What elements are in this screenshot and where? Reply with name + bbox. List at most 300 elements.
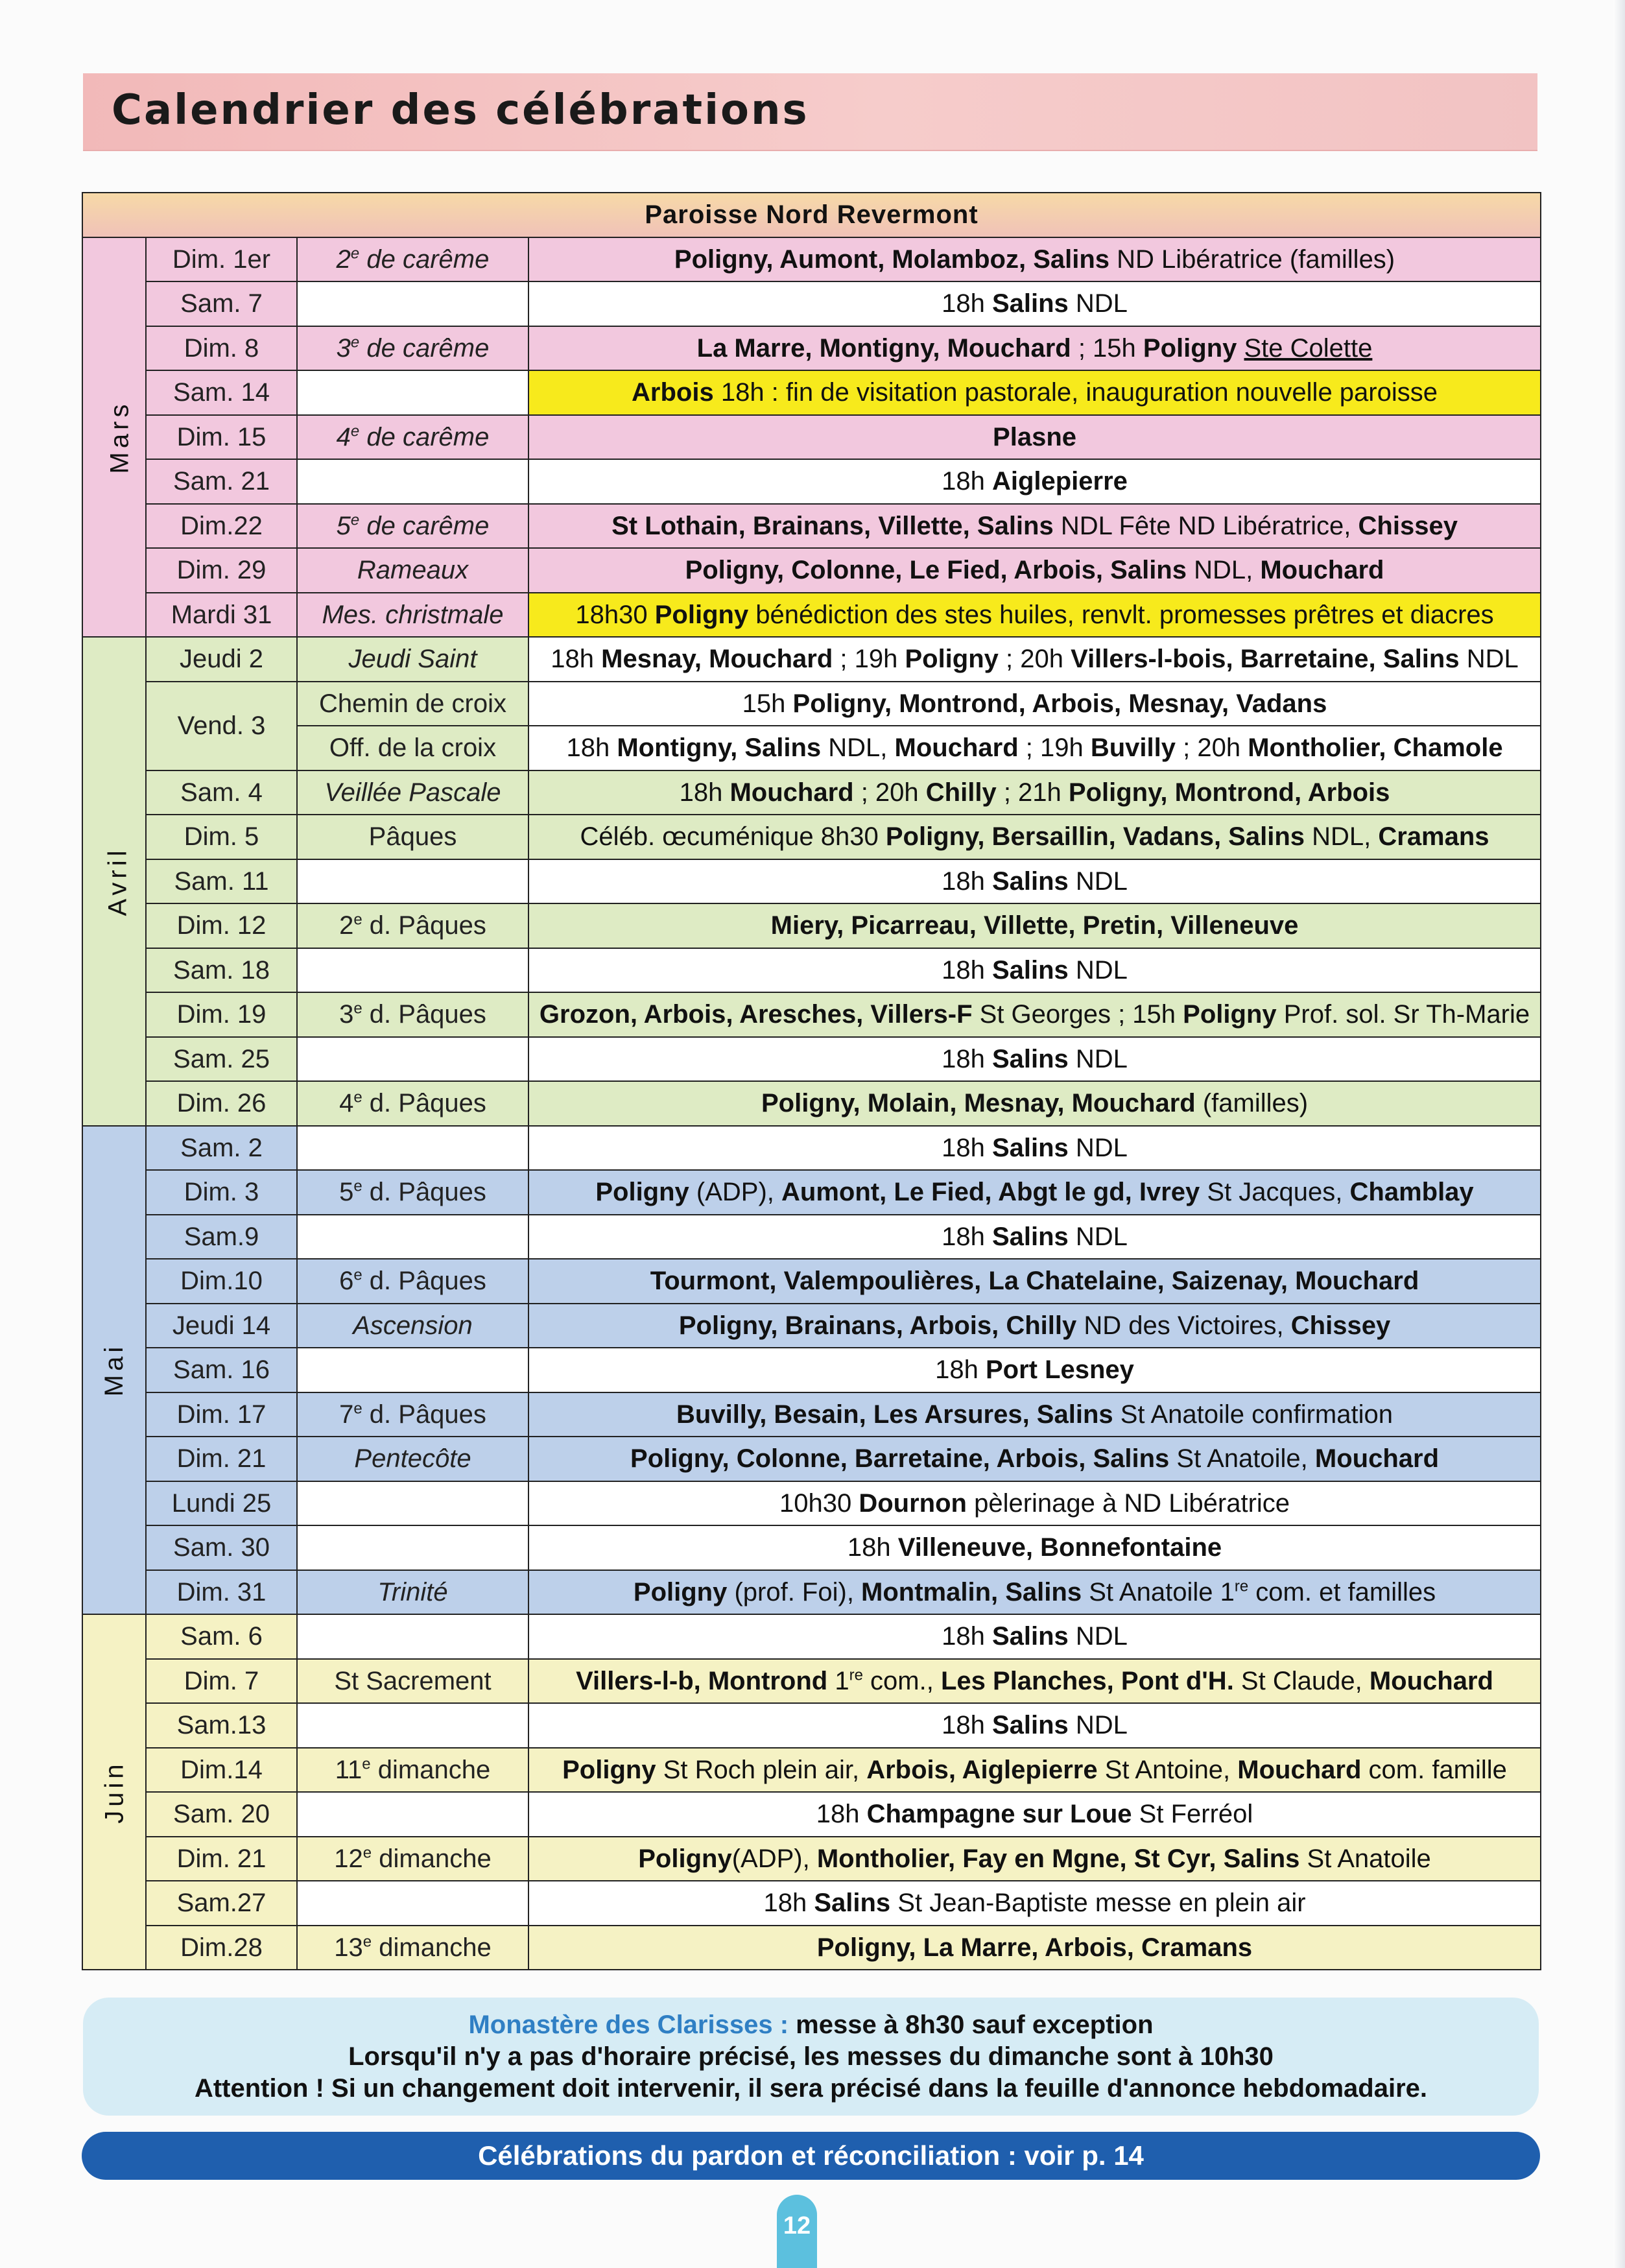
event-text: NDL: [1459, 645, 1519, 674]
event-cell: [528, 370, 1541, 415]
day-cell: Dim.22: [146, 504, 297, 549]
event-text: 18h: [679, 778, 730, 807]
place-name: Salins: [814, 1889, 891, 1918]
place-name: Villers-l-bois, Barretaine, Salins: [1071, 645, 1460, 674]
event-cell: [528, 1481, 1541, 1526]
event-text: (ADP),: [731, 1844, 817, 1873]
liturgy-cell: [297, 1348, 528, 1392]
table-row: [82, 726, 1541, 770]
table-row: [82, 1037, 1541, 1082]
day-cell: Dim.10: [146, 1259, 297, 1304]
table-row: [82, 1170, 1541, 1215]
table-row: [82, 770, 1541, 815]
place-name: Arbois: [632, 378, 714, 407]
event-cell: [528, 504, 1541, 549]
place-name: Poligny, Brainans, Arbois, Chilly: [678, 1311, 1077, 1340]
liturgy-cell: [297, 1703, 528, 1748]
liturgy-cell: [297, 281, 528, 326]
event-text: 18h: [763, 1889, 814, 1918]
day-cell: Dim.14: [146, 1748, 297, 1793]
event-cell: [528, 1170, 1541, 1215]
liturgy-cell: Jeudi Saint: [297, 637, 528, 682]
event-text: St Jacques,: [1200, 1178, 1350, 1207]
event-text: NDL: [1068, 289, 1128, 318]
event-text: St Jean-Baptiste messe en plein air: [890, 1889, 1306, 1918]
info-line-1: [83, 2009, 1539, 2041]
place-name: Poligny, La Marre, Arbois, Cramans: [816, 1933, 1253, 1962]
day-cell: Jeudi 2: [146, 637, 297, 682]
event-text: ; 20h: [1176, 734, 1248, 763]
liturgy-cell: Trinité: [297, 1570, 528, 1615]
day-cell: Dim.28: [146, 1926, 297, 1970]
place-name: Aumont, Le Fied, Abgt le gd, Ivrey: [781, 1178, 1200, 1207]
day-cell: Dim. 19: [146, 992, 297, 1037]
liturgy-cell: [297, 948, 528, 993]
place-name: Salins: [991, 866, 1069, 896]
place-name: Montigny, Salins: [617, 734, 822, 763]
liturgy-cell: [297, 1614, 528, 1659]
liturgy-cell: St Sacrement: [297, 1659, 528, 1704]
liturgy-cell: 12e dimanche: [297, 1837, 528, 1881]
event-text: pèlerinage à ND Libératrice: [966, 1488, 1290, 1518]
day-cell: Dim. 26: [146, 1081, 297, 1126]
liturgy-cell: 4e de carême: [297, 415, 528, 460]
day-cell: Dim. 1er: [146, 237, 297, 282]
event-text: 18h: [942, 1044, 992, 1073]
day-cell: Sam. 14: [146, 370, 297, 415]
place-name: Port Lesney: [985, 1355, 1134, 1385]
liturgy-cell: Pâques: [297, 815, 528, 859]
event-text: (familles): [1195, 1089, 1309, 1118]
event-text: ; 21h: [996, 778, 1069, 807]
event-underlined: Ste Colette: [1244, 333, 1373, 363]
event-cell: [528, 859, 1541, 904]
liturgy-cell: [297, 1792, 528, 1837]
liturgy-cell: 6e d. Pâques: [297, 1259, 528, 1304]
event-text: 18h: [566, 734, 617, 763]
liturgy-cell: 3e de carême: [297, 326, 528, 371]
liturgy-cell: [297, 859, 528, 904]
liturgy-cell: Off. de la croix: [297, 726, 528, 770]
table-row: [82, 1081, 1541, 1126]
event-cell: [528, 1659, 1541, 1704]
table-row: [82, 1703, 1541, 1748]
place-name: Plasne: [993, 422, 1076, 451]
place-name: Poligny: [1183, 1000, 1277, 1029]
day-cell: Lundi 25: [146, 1481, 297, 1526]
place-name: Cramans: [1378, 822, 1489, 852]
place-name: Aiglepierre: [991, 467, 1128, 496]
event-cell: [528, 1304, 1541, 1348]
event-text: St Anatoile,: [1169, 1444, 1315, 1474]
day-cell: Sam. 20: [146, 1792, 297, 1837]
event-text: 15h: [742, 689, 793, 718]
place-name: Mouchard: [894, 734, 1019, 763]
table-row: [82, 1659, 1541, 1704]
binder-edge: [1613, 0, 1625, 2268]
event-text: com. famille: [1361, 1755, 1507, 1784]
table-row: [82, 593, 1541, 638]
day-cell: Sam. 11: [146, 859, 297, 904]
event-text: ND Libératrice (familles): [1109, 245, 1395, 274]
liturgy-cell: [297, 1525, 528, 1570]
day-cell: Dim. 29: [146, 548, 297, 593]
day-cell: Sam. 25: [146, 1037, 297, 1082]
event-text: St Roch plein air,: [656, 1755, 867, 1784]
liturgy-cell: 5e d. Pâques: [297, 1170, 528, 1215]
event-cell: [528, 1037, 1541, 1082]
table-row: [82, 504, 1541, 549]
event-text: ; 20h: [998, 645, 1071, 674]
table-row: [82, 1481, 1541, 1526]
day-cell: Sam.9: [146, 1215, 297, 1259]
event-cell: [528, 1215, 1541, 1259]
event-text: (ADP),: [689, 1178, 782, 1207]
event-text: St Georges ; 15h: [972, 1000, 1183, 1029]
liturgy-cell: [297, 1481, 528, 1526]
event-cell: [528, 1437, 1541, 1481]
event-cell: [528, 1392, 1541, 1437]
event-cell: [528, 1792, 1541, 1837]
table-row: [82, 237, 1541, 282]
table-row: [82, 1926, 1541, 1970]
table-row: [82, 948, 1541, 993]
event-cell: [528, 682, 1541, 726]
day-cell: Dim. 5: [146, 815, 297, 859]
event-text: NDL: [1068, 955, 1128, 985]
parish-title: Paroisse Nord Revermont: [82, 193, 1541, 237]
table-row: [82, 1792, 1541, 1837]
event-text: 18h: [942, 1222, 992, 1251]
place-name: Salins: [991, 1133, 1069, 1162]
liturgy-cell: Pentecôte: [297, 1437, 528, 1481]
event-text: Céléb. œcuménique 8h30: [580, 822, 886, 852]
table-row: [82, 1837, 1541, 1881]
table-row: [82, 1126, 1541, 1171]
day-cell: Sam. 21: [146, 459, 297, 504]
place-name: Salins: [991, 1711, 1069, 1740]
table-row: [82, 1525, 1541, 1570]
place-name: Buvilly: [1090, 734, 1176, 763]
place-name: Mouchard: [1369, 1666, 1493, 1695]
event-text: St Antoine,: [1097, 1755, 1238, 1784]
table-row: [82, 682, 1541, 726]
event-text: NDL: [1068, 1711, 1128, 1740]
day-cell: Mardi 31: [146, 593, 297, 638]
event-cell: [528, 1881, 1541, 1926]
table-row: [82, 992, 1541, 1037]
event-text: NDL,: [821, 734, 895, 763]
place-name: Tourmont, Valempoulières, La Chatelaine, Saizenay, Mouchard: [650, 1267, 1419, 1296]
day-cell: Sam. 4: [146, 770, 297, 815]
place-name: St Lothain, Brainans, Villette, Salins: [611, 511, 1054, 540]
event-text: NDL,: [1305, 822, 1379, 852]
event-text: 18h: [816, 1800, 867, 1829]
table-row: [82, 1881, 1541, 1926]
day-cell: Dim. 15: [146, 415, 297, 460]
place-name: Mouchard: [1314, 1444, 1440, 1474]
place-name: Chissey: [1290, 1311, 1391, 1340]
month-name: Avril: [103, 846, 132, 916]
table-row: [82, 1259, 1541, 1304]
month-name: Mai: [99, 1343, 128, 1397]
event-cell: [528, 992, 1541, 1037]
event-text: NDL: [1068, 1622, 1128, 1651]
info-box: [83, 1998, 1539, 2116]
table-row: [82, 1437, 1541, 1481]
month-name: Juin: [100, 1760, 129, 1824]
place-name: Chamblay: [1349, 1178, 1474, 1207]
place-name: Mesnay, Mouchard: [601, 645, 833, 674]
place-name: Mouchard: [729, 778, 854, 807]
month-name: Mars: [105, 400, 134, 474]
event-cell: [528, 1926, 1541, 1970]
event-cell: [528, 326, 1541, 371]
event-text: NDL: [1068, 1222, 1128, 1251]
event-text: NDL: [1068, 866, 1128, 896]
day-cell: Sam. 6: [146, 1614, 297, 1659]
event-text: 18h: [847, 1533, 898, 1562]
event-cell: [528, 948, 1541, 993]
event-cell: [528, 770, 1541, 815]
event-cell: [528, 1748, 1541, 1793]
event-text: 18h: [942, 1622, 992, 1651]
liturgy-cell: 13e dimanche: [297, 1926, 528, 1970]
event-text: St Ferréol: [1132, 1800, 1253, 1829]
event-cell: [528, 548, 1541, 593]
day-cell: Sam. 18: [146, 948, 297, 993]
place-name: Poligny, Montrond, Arbois: [1068, 778, 1390, 807]
day-cell: Dim. 31: [146, 1570, 297, 1615]
info-line-2: Lorsqu'il n'y a pas d'horaire précisé, les messes du dimanche sont à 10h30: [348, 2042, 1274, 2071]
event-cell: [528, 1126, 1541, 1171]
event-cell: [528, 726, 1541, 770]
liturgy-cell: [297, 1881, 528, 1926]
liturgy-cell: Veillée Pascale: [297, 770, 528, 815]
liturgy-cell: 3e d. Pâques: [297, 992, 528, 1037]
event-text: 18h: [942, 1133, 992, 1162]
day-cell: Dim. 21: [146, 1837, 297, 1881]
table-row: [82, 459, 1541, 504]
event-cell: [528, 637, 1541, 682]
day-cell: Sam.27: [146, 1881, 297, 1926]
day-cell: Sam. 2: [146, 1126, 297, 1171]
place-name: Grozon, Arbois, Aresches, Villers-F: [539, 1000, 973, 1029]
event-cell: [528, 1081, 1541, 1126]
table-row: [82, 1748, 1541, 1793]
event-cell: [528, 903, 1541, 948]
event-text: bénédiction des stes huiles, renvlt. promesses prêtres et diacres: [748, 600, 1494, 629]
table-row: [82, 1215, 1541, 1259]
event-text: NDL,: [1186, 556, 1261, 585]
event-cell: [528, 593, 1541, 638]
place-name: Miery, Picarreau, Villette, Pretin, Villeneuve: [770, 911, 1299, 940]
page-number: 12: [777, 2195, 817, 2268]
table-row: [82, 1304, 1541, 1348]
place-name: Poligny, Bersaillin, Vadans, Salins: [885, 822, 1305, 852]
liturgy-cell: 2e d. Pâques: [297, 903, 528, 948]
month-label: [82, 237, 146, 638]
event-cell: [528, 1348, 1541, 1392]
day-cell: Sam. 30: [146, 1525, 297, 1570]
event-text: St Anatoile confirmation: [1113, 1400, 1393, 1429]
table-row: [82, 1614, 1541, 1659]
event-text: ; 15h: [1071, 333, 1143, 363]
place-name: Poligny: [595, 1178, 689, 1207]
event-cell: [528, 1570, 1541, 1615]
day-cell: Jeudi 14: [146, 1304, 297, 1348]
day-cell: Sam. 16: [146, 1348, 297, 1392]
table-row: [82, 637, 1541, 682]
event-text: St Anatoile: [1299, 1844, 1431, 1873]
liturgy-cell: Mes. christmale: [297, 593, 528, 638]
title-band: [83, 73, 1537, 150]
liturgy-cell: [297, 1215, 528, 1259]
liturgy-cell: Rameaux: [297, 548, 528, 593]
liturgy-cell: [297, 370, 528, 415]
day-cell: Dim. 17: [146, 1392, 297, 1437]
place-name: Poligny, Colonne, Barretaine, Arbois, Salins: [630, 1444, 1170, 1474]
table-row: [82, 548, 1541, 593]
table-header-row: [82, 193, 1541, 237]
liturgy-cell: [297, 1126, 528, 1171]
event-text: 18h: [935, 1355, 986, 1385]
table-row: [82, 1348, 1541, 1392]
table-row: [82, 326, 1541, 371]
place-name: La Marre, Montigny, Mouchard: [696, 333, 1071, 363]
calendar-table: [82, 192, 1541, 1970]
event-cell: [528, 1837, 1541, 1881]
event-cell: [528, 281, 1541, 326]
liturgy-cell: 11e dimanche: [297, 1748, 528, 1793]
event-cell: [528, 459, 1541, 504]
event-cell: [528, 415, 1541, 460]
day-cell: Dim. 8: [146, 326, 297, 371]
info-monastery: Monastère des Clarisses :: [468, 2011, 789, 2039]
event-text: 18h: [942, 955, 992, 985]
day-cell: Dim. 3: [146, 1170, 297, 1215]
event-cell: [528, 1614, 1541, 1659]
day-cell: Dim. 7: [146, 1659, 297, 1704]
table-row: [82, 1392, 1541, 1437]
place-name: Poligny, Aumont, Molamboz, Salins: [674, 245, 1110, 274]
place-name: Villeneuve, Bonnefontaine: [897, 1533, 1222, 1562]
table-row: [82, 815, 1541, 859]
liturgy-cell: 5e de carême: [297, 504, 528, 549]
event-cell: [528, 1525, 1541, 1570]
place-name: Mouchard: [1237, 1755, 1362, 1784]
place-name: Montholier, Chamole: [1248, 734, 1503, 763]
place-name: Les Planches, Pont d'H.: [940, 1666, 1234, 1695]
table-row: [82, 370, 1541, 415]
info-line-1-rest: messe à 8h30 sauf exception: [789, 2011, 1154, 2039]
day-cell: Sam.13: [146, 1703, 297, 1748]
place-name: Poligny: [654, 600, 749, 629]
liturgy-cell: 4e d. Pâques: [297, 1081, 528, 1126]
place-name: Poligny, Montrond, Arbois, Mesnay, Vadans: [792, 689, 1327, 718]
month-label: [82, 1614, 146, 1970]
liturgy-cell: Chemin de croix: [297, 682, 528, 726]
liturgy-cell: 2e de carême: [297, 237, 528, 282]
pardon-banner: Célébrations du pardon et réconciliation : voir p. 14: [82, 2132, 1540, 2180]
liturgy-cell: 7e d. Pâques: [297, 1392, 528, 1437]
event-text: Prof. sol. Sr Th-Marie: [1276, 1000, 1530, 1029]
event-text: 18h : fin de visitation pastorale, inauguration nouvelle paroisse: [713, 378, 1438, 407]
event-text: 18h: [942, 289, 992, 318]
place-name: Poligny: [905, 645, 999, 674]
event-text: 10h30: [779, 1488, 859, 1518]
place-name: Poligny, Molain, Mesnay, Mouchard: [761, 1089, 1196, 1118]
event-text: NDL: [1068, 1133, 1128, 1162]
event-text: 18h: [942, 467, 992, 496]
liturgy-cell: [297, 459, 528, 504]
event-text: St Anatoile 1re com. et familles: [1082, 1577, 1436, 1606]
info-line-3: Attention ! Si un changement doit intervenir, il sera précisé dans la feuille d'annonce hebdomadaire.: [194, 2073, 1428, 2103]
place-name: Champagne sur Loue: [866, 1800, 1132, 1829]
place-name: Montholier, Fay en Mgne, St Cyr, Salins: [816, 1844, 1300, 1873]
place-name: Salins: [991, 1222, 1069, 1251]
event-text: ND des Victoires,: [1076, 1311, 1291, 1340]
event-text: ; 20h: [853, 778, 926, 807]
table-row: [82, 1570, 1541, 1615]
place-name: Chilly: [925, 778, 997, 807]
event-text: ; 19h: [1018, 734, 1091, 763]
event-text: ; 19h: [833, 645, 905, 674]
place-name: Mouchard: [1260, 556, 1384, 585]
place-name: Arbois, Aiglepierre: [866, 1755, 1098, 1784]
liturgy-cell: Ascension: [297, 1304, 528, 1348]
place-name: Dournon: [859, 1488, 967, 1518]
event-text: 18h: [942, 1711, 992, 1740]
day-cell: Dim. 21: [146, 1437, 297, 1481]
event-cell: [528, 237, 1541, 282]
month-label: [82, 637, 146, 1126]
event-text: 18h: [942, 866, 992, 896]
event-text: NDL Fête ND Libératrice,: [1053, 511, 1358, 540]
table-row: [82, 281, 1541, 326]
place-name: Montmalin, Salins: [861, 1577, 1082, 1606]
place-name: Poligny: [562, 1755, 656, 1784]
day-cell: Sam. 7: [146, 281, 297, 326]
month-label: [82, 1126, 146, 1615]
event-text: 1re com.,: [827, 1666, 941, 1695]
event-cell: [528, 1703, 1541, 1748]
table-row: [82, 415, 1541, 460]
place-name: Buvilly, Besain, Les Arsures, Salins: [676, 1400, 1113, 1429]
event-text: St Claude,: [1233, 1666, 1370, 1695]
event-text: 18h: [551, 645, 602, 674]
event-cell: [528, 1259, 1541, 1304]
event-cell: [528, 815, 1541, 859]
event-text: (prof. Foi),: [727, 1577, 862, 1606]
place-name: Salins: [991, 1622, 1069, 1651]
place-name: Chissey: [1358, 511, 1458, 540]
event-text: 18h30: [575, 600, 655, 629]
place-name: Salins: [991, 1044, 1069, 1073]
table-row: [82, 903, 1541, 948]
event-text: [1237, 334, 1244, 363]
event-text: NDL: [1068, 1044, 1128, 1073]
place-name: Salins: [991, 955, 1069, 985]
day-cell: Vend. 3: [146, 682, 297, 770]
liturgy-cell: [297, 1037, 528, 1082]
place-name: Poligny, Colonne, Le Fied, Arbois, Salins: [685, 556, 1187, 585]
table-row: [82, 859, 1541, 904]
place-name: Salins: [991, 289, 1069, 318]
place-name: Villers-l-b, Montrond: [576, 1666, 828, 1695]
place-name: Poligny: [1143, 333, 1237, 363]
place-name: Poligny: [638, 1844, 732, 1873]
